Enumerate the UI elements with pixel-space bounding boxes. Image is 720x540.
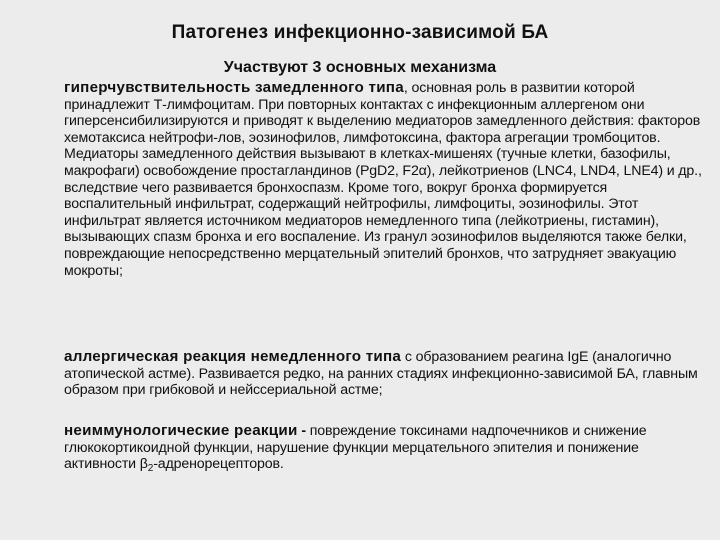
mechanism-tail: -адренорецепторов.: [153, 456, 284, 473]
mechanism-lead: неиммунологические реакции: [64, 422, 298, 439]
slide-title: Патогенез инфекционно-зависимой БА: [171, 22, 549, 43]
beta-subscript: 2: [147, 463, 154, 475]
mechanism-lead: аллергическая реакция немедленного типа: [64, 348, 402, 365]
mechanism-dash: -: [297, 423, 310, 439]
slide-subtitle: Участвуют 3 основных механизма: [223, 59, 497, 76]
mechanism-item-nonimmunologic-reactions: [64, 423, 704, 478]
mechanism-text: , основная роль в развитии которой принадлежит Т-лимфоцитам. При повторных контактах с инфекционным аллергеном они гиперсенсибилизируются и приводят к выделению медиаторов замедленного действия: факторов хемотаксиса нейтрофи-лов, эозинофилов, лимфотоксина, фактора агрегации тромбоцитов. Медиаторы замедленного действия вызывают в клетках-мишенях (тучные клетки, базофилы, макрофаги) освобождение простагландинов (PgD2, F2α), лейкотриенов (LNC4, LND4, LNE4) и др., вследствие чего развивается бронхоспазм. Кроме того, вокруг бронха формируется воспалительный инфильтрат, содержащий нейтрофилы, лимфоциты, эозинофилы. Этот инфильтрат является источником медиаторов немедленного типа (лейкотриены, гистамин), вызывающих спазм бронха и его воспаление. Из гранул эозинофилов выделяются также белки, повреждающие непосредственно мерцательный эпителий бронхов, что затрудняет эвакуацию мокроты;: [64, 80, 702, 279]
mechanism-text: повреждение токсинами надпочечников и снижение глюкокортикоидной функции, нарушение функции мерцательного эпителия и понижение активности β: [64, 423, 647, 473]
mechanism-item-immediate-reaction: [64, 349, 704, 399]
mechanism-text: с образованием реагина IgE (аналогично атопической астме). Развивается редко, на ранних стадиях инфекционно-зависимой БА, главным образом при грибковой и нейссериальной астме;: [64, 349, 698, 399]
mechanism-item-delayed-hypersensitivity: [64, 80, 704, 279]
mechanism-lead: гиперчувствительность замедленного типа: [64, 79, 404, 96]
